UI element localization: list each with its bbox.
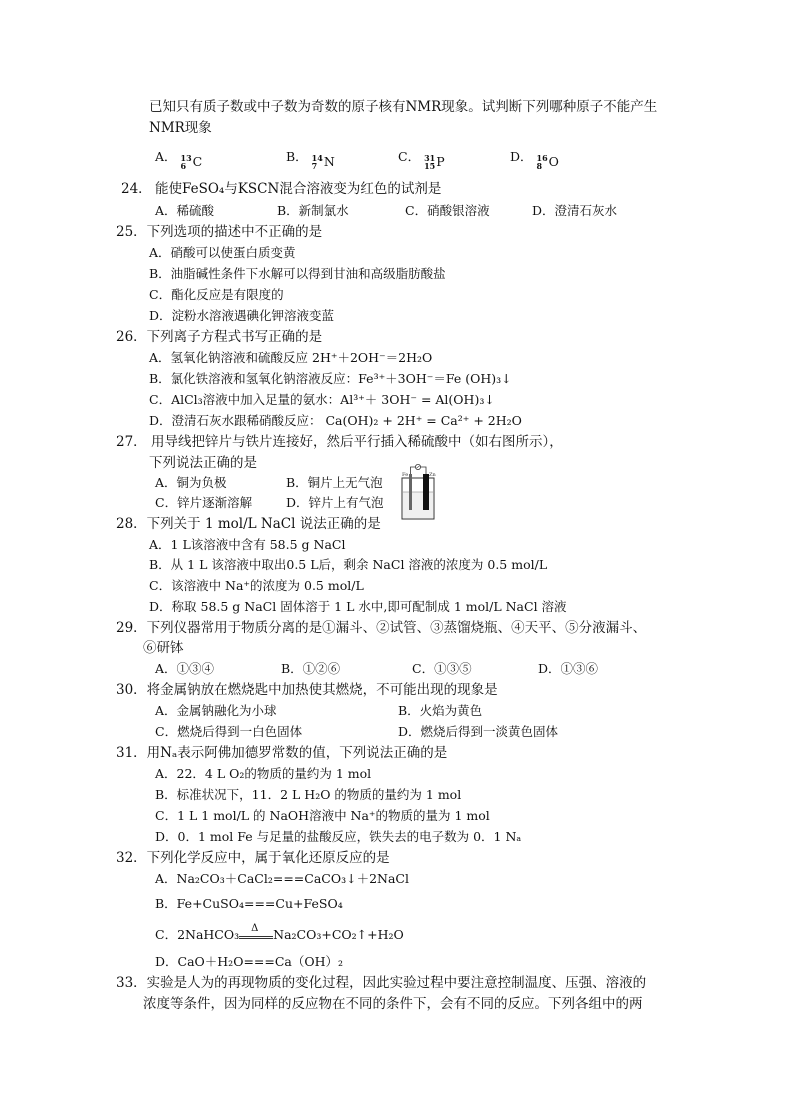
q31-option-a[interactable]: A．22．4 L O₂的物质的量约为 1 mol — [155, 766, 372, 781]
q23-stem-line1: 已知只有质子数或中子数为奇数的原子核有NMR现象。试判断下列哪种原子不能产生 — [149, 99, 658, 115]
q24-number: 24． — [121, 181, 152, 197]
q25-option-d[interactable]: D．淀粉水溶液遇碘化钾溶液变蓝 — [149, 308, 335, 323]
q30-option-c[interactable]: C．燃烧后得到一白色固体 — [155, 724, 303, 739]
q27-option-d[interactable]: D．锌片上有气泡 — [286, 495, 384, 510]
svg-text:Fe: Fe — [402, 472, 409, 478]
q32-option-b[interactable]: B．Fe+CuSO₄===Cu+FeSO₄ — [155, 896, 343, 911]
q30-option-b[interactable]: B．火焰为黄色 — [398, 703, 483, 718]
q32-option-a[interactable]: A．Na₂CO₃＋CaCl₂===CaCO₃↓＋2NaCl — [155, 871, 409, 886]
q23-option-c[interactable]: C． 31 15 P — [398, 149, 445, 171]
q24-option-a[interactable]: A．稀硫酸 — [155, 203, 215, 218]
q30-option-d[interactable]: D．燃烧后得到一淡黄色固体 — [398, 724, 559, 739]
q24-option-d[interactable]: D．澄清石灰水 — [532, 203, 618, 218]
q28-option-b[interactable]: B．从 1 L 该溶液中取出0.5 L后，剩余 NaCl 溶液的浓度为 0.5 mol/L — [149, 557, 548, 572]
q29-stem-line2: ⑥研钵 — [143, 640, 184, 656]
q25-option-a[interactable]: A．硝酸可以使蛋白质变黄 — [149, 245, 296, 260]
q33-stem-line2: 浓度等条件，因为同样的反应物在不同的条件下，会有不同的反应。下列各组中的两 — [143, 996, 643, 1012]
q23-option-d[interactable]: D． 16 8 O — [510, 149, 559, 171]
q24-stem: 能使FeSO₄与KSCN混合溶液变为红色的试剂是 — [155, 181, 442, 197]
q26-option-d[interactable]: D．澄清石灰水跟稀硝酸反应： Ca(OH)₂ + 2H⁺ = Ca²⁺ + 2H₂O — [149, 413, 522, 428]
heat-condition-arrow: Δ — [239, 929, 273, 943]
q24-option-b[interactable]: B．新制氯水 — [277, 203, 349, 218]
q25-stem: 25．下列选项的描述中不正确的是 — [116, 224, 323, 240]
q32-option-c[interactable]: C．2NaHCO₃ Δ Na₂CO₃+CO₂↑+H₂O — [155, 922, 404, 942]
q33-stem-line1: 33．实验是人为的再现物质的变化过程，因此实验过程中要注意控制温度、压强、溶液的 — [116, 975, 647, 991]
q26-option-c[interactable]: C．AlCl₃溶液中加入足量的氨水：Al³⁺＋ 3OH⁻ = Al(OH)₃↓ — [149, 392, 495, 407]
q27-stem-line1: 27． 用导线把锌片与铁片连接好，然后平行插入稀硫酸中（如右图所示）， — [116, 434, 563, 450]
q29-option-a[interactable]: A．①③④ — [155, 661, 215, 676]
q25-option-b[interactable]: B．油脂碱性条件下水解可以得到甘油和高级脂肪酸盐 — [149, 266, 446, 281]
q30-stem: 30．将金属钠放在燃烧匙中加热使其燃烧，不可能出现的现象是 — [116, 682, 498, 698]
q28-option-d[interactable]: D．称取 58.5 g NaCl 固体溶于 1 L 水中,即可配制成 1 mol/L NaCl 溶液 — [149, 599, 567, 614]
q27-stem-line2: 下列说法正确的是 — [149, 455, 257, 471]
q31-option-d[interactable]: D．0．1 mol Fe 与足量的盐酸反应，铁失去的电子数为 0．1 Nₐ — [155, 829, 522, 844]
svg-text:Zn: Zn — [429, 472, 436, 478]
galvanic-cell-diagram — [401, 464, 435, 521]
q26-stem: 26．下列离子方程式书写正确的是 — [116, 329, 323, 345]
q32-option-d[interactable]: D．CaO＋H₂O===Ca（OH）₂ — [155, 954, 344, 969]
q26-option-b[interactable]: B．氯化铁溶液和氢氧化钠溶液反应：Fe³⁺＋3OH⁻＝Fe (OH)₃↓ — [149, 371, 512, 386]
q29-option-b[interactable]: B．①②⑥ — [281, 661, 341, 676]
q31-stem: 31．用Nₐ表示阿佛加德罗常数的值，下列说法正确的是 — [116, 745, 448, 761]
q27-option-c[interactable]: C．锌片逐渐溶解 — [155, 495, 253, 510]
q31-option-c[interactable]: C．1 L 1 mol/L 的 NaOH溶液中 Na⁺的物质的量为 1 mol — [155, 808, 490, 823]
q24-option-c[interactable]: C．硝酸银溶液 — [405, 203, 490, 218]
q28-option-a[interactable]: A．1 L该溶液中含有 58.5 g NaCl — [149, 537, 346, 552]
q25-option-c[interactable]: C．酯化反应是有限度的 — [149, 287, 284, 302]
q27-option-a[interactable]: A．铜为负极 — [155, 475, 227, 490]
q26-option-a[interactable]: A．氢氧化钠溶液和硫酸反应 2H⁺＋2OH⁻＝2H₂O — [149, 350, 433, 365]
q28-option-c[interactable]: C．该溶液中 Na⁺的浓度为 0.5 mol/L — [149, 578, 364, 593]
q23-option-a[interactable]: A． 13 6 C — [155, 149, 203, 171]
q29-option-d[interactable]: D．①③⑥ — [538, 661, 599, 676]
q31-option-b[interactable]: B．标准状况下，11．2 L H₂O 的物质的量约为 1 mol — [155, 787, 462, 802]
q30-option-a[interactable]: A．金属钠融化为小球 — [155, 703, 277, 718]
q28-stem: 28．下列关于 1 mol/L NaCl 说法正确的是 — [116, 516, 381, 532]
q27-option-b[interactable]: B．铜片上无气泡 — [286, 475, 383, 490]
q23-stem-line2: NMR现象 — [149, 120, 212, 136]
q29-option-c[interactable]: C．①③⑤ — [412, 661, 472, 676]
q23-option-b[interactable]: B． 14 7 N — [286, 149, 335, 171]
q32-stem: 32．下列化学反应中，属于氧化还原反应的是 — [116, 850, 390, 866]
q29-stem-line1: 29．下列仪器常用于物质分离的是①漏斗、②试管、③蒸馏烧瓶、④天平、⑤分液漏斗、 — [116, 620, 647, 636]
